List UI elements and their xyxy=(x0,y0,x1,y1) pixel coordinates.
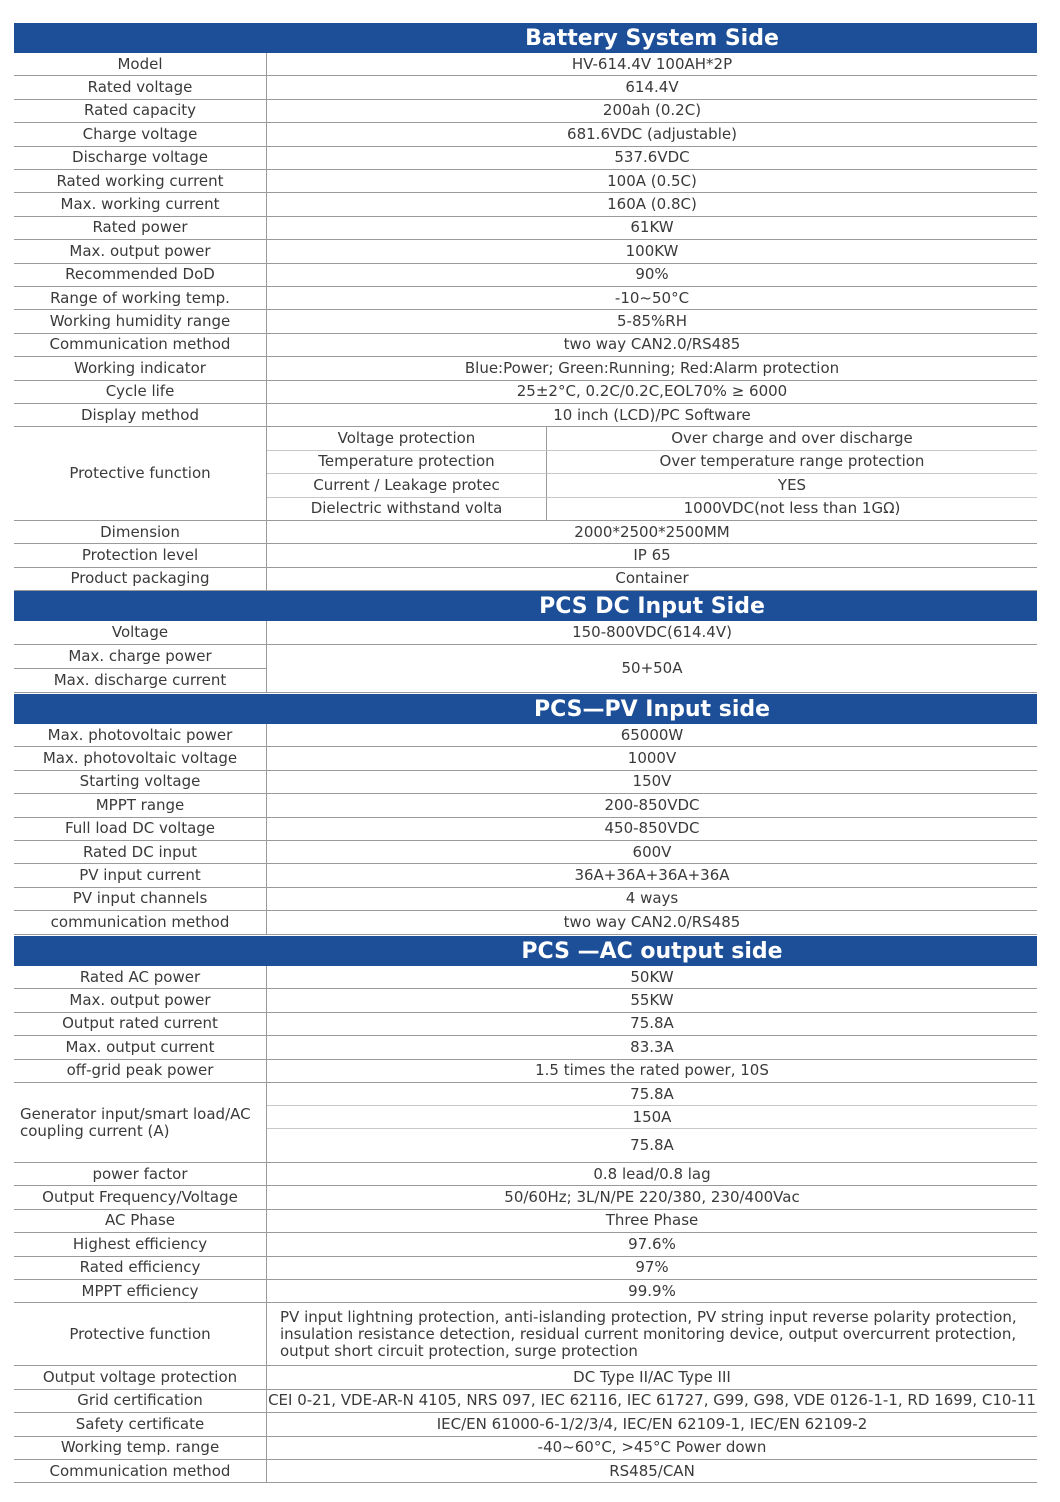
spec-label: Working humidity range xyxy=(14,310,267,333)
spec-value: RS485/CAN xyxy=(267,1460,1037,1483)
spec-label: Output Frequency/Voltage xyxy=(14,1186,267,1209)
spec-label: communication method xyxy=(14,911,267,934)
spec-value: 1000V xyxy=(267,747,1037,770)
spec-label: Charge voltage xyxy=(14,123,267,146)
spec-label: Rated capacity xyxy=(14,100,267,123)
section-header-pcs-dc-title: PCS DC Input Side xyxy=(539,593,765,619)
spec-value: 150-800VDC(614.4V) xyxy=(267,621,1037,645)
spec-value: 5-85%RH xyxy=(267,310,1037,333)
spec-label: Rated working current xyxy=(14,170,267,193)
spec-label: PV input channels xyxy=(14,888,267,911)
spec-label: Display method xyxy=(14,404,267,427)
protective-function-value: PV input lightning protection, anti-islanding protection, PV string input reverse polarity protection, insulation resistance detection, residual current monitoring device, output overcurrent protection, output short circuit protection, surge protection xyxy=(267,1303,1037,1366)
protective-function-label: Protective function xyxy=(14,1303,267,1366)
spec-value: 1.5 times the rated power, 10S xyxy=(267,1060,1037,1083)
spec-label: Rated voltage xyxy=(14,76,267,99)
spec-value: 10 inch (LCD)/PC Software xyxy=(267,404,1037,427)
spec-label: Starting voltage xyxy=(14,771,267,794)
spec-value: IP 65 xyxy=(267,544,1037,567)
spec-value: 83.3A xyxy=(267,1036,1037,1059)
section-header-pcs-ac xyxy=(14,936,1037,966)
spec-label: Working temp. range xyxy=(14,1437,267,1460)
spec-label: Grid certification xyxy=(14,1390,267,1413)
spec-label: Discharge voltage xyxy=(14,147,267,170)
spec-value: Container xyxy=(267,568,1037,591)
spec-value: two way CAN2.0/RS485 xyxy=(267,911,1037,934)
spec-label: Working indicator xyxy=(14,357,267,380)
spec-value: DC Type II/AC Type III xyxy=(267,1366,1037,1389)
section-header-battery xyxy=(14,23,1037,53)
spec-label: Dimension xyxy=(14,521,267,544)
generator-current-label: Generator input/smart load/AC coupling current (A) xyxy=(14,1083,267,1163)
spec-label: Communication method xyxy=(14,1460,267,1483)
protective-function-label: Protective function xyxy=(14,427,267,521)
spec-value: 100KW xyxy=(267,240,1037,263)
spec-label: Range of working temp. xyxy=(14,287,267,310)
spec-value: HV-614.4V 100AH*2P xyxy=(267,53,1037,76)
spec-value: 97% xyxy=(267,1257,1037,1280)
spec-label: Protection level xyxy=(14,544,267,567)
spec-label: Highest efficiency xyxy=(14,1233,267,1256)
protection-value: Over temperature range protection xyxy=(547,451,1037,474)
generator-current-value: 150A xyxy=(267,1106,1037,1129)
spec-value: 65000W xyxy=(267,724,1037,747)
spec-value: -40~60°C, >45°C Power down xyxy=(267,1437,1037,1460)
spec-value: 537.6VDC xyxy=(267,147,1037,170)
spec-value: 200-850VDC xyxy=(267,794,1037,817)
spec-value: 50/60Hz; 3L/N/PE 220/380, 230/400Vac xyxy=(267,1186,1037,1209)
spec-label: Full load DC voltage xyxy=(14,818,267,841)
spec-label: Rated efficiency xyxy=(14,1257,267,1280)
protection-type: Voltage protection xyxy=(267,427,547,450)
spec-label: Rated DC input xyxy=(14,841,267,864)
spec-label: MPPT efficiency xyxy=(14,1280,267,1303)
spec-label: Output voltage protection xyxy=(14,1366,267,1389)
spec-value: 150V xyxy=(267,771,1037,794)
section-header-pcs-dc xyxy=(14,591,1037,621)
spec-label: Max. output power xyxy=(14,989,267,1012)
spec-value: 50KW xyxy=(267,966,1037,989)
spec-label: Communication method xyxy=(14,334,267,357)
section-header-pcs-pv xyxy=(14,694,1037,724)
spec-label: Max. output power xyxy=(14,240,267,263)
spec-value: Three Phase xyxy=(267,1210,1037,1233)
spec-label: AC Phase xyxy=(14,1210,267,1233)
spec-value: CEI 0-21, VDE-AR-N 4105, NRS 097, IEC 62116, IEC 61727, G99, G98, VDE 0126-1-1, RD 1699, C10-11 xyxy=(267,1390,1037,1413)
spec-value: -10~50°C xyxy=(267,287,1037,310)
spec-value: 200ah (0.2C) xyxy=(267,100,1037,123)
protection-value: Over charge and over discharge xyxy=(547,427,1037,450)
spec-value: 160A (0.8C) xyxy=(267,193,1037,216)
spec-value: 4 ways xyxy=(267,888,1037,911)
spec-label: MPPT range xyxy=(14,794,267,817)
spec-label: Safety certificate xyxy=(14,1413,267,1436)
protection-type: Dielectric withstand volta xyxy=(267,498,547,521)
protection-type: Temperature protection xyxy=(267,451,547,474)
spec-label: Product packaging xyxy=(14,568,267,591)
spec-label: Max. output current xyxy=(14,1036,267,1059)
spec-label: Max. working current xyxy=(14,193,267,216)
generator-current-value: 75.8A xyxy=(267,1129,1037,1163)
spec-value: 75.8A xyxy=(267,1013,1037,1036)
spec-value: 55KW xyxy=(267,989,1037,1012)
spec-value: 681.6VDC (adjustable) xyxy=(267,123,1037,146)
protection-type: Current / Leakage protec xyxy=(267,474,547,497)
spec-value: 36A+36A+36A+36A xyxy=(267,864,1037,887)
section-header-pcs-pv-title: PCS—PV Input side xyxy=(533,696,771,722)
spec-label: Rated power xyxy=(14,217,267,240)
section-header-battery-title: Battery System Side xyxy=(525,25,779,51)
protection-value: YES xyxy=(547,474,1037,497)
spec-label: Model xyxy=(14,53,267,76)
spec-value: two way CAN2.0/RS485 xyxy=(267,334,1037,357)
spec-label: Max. photovoltaic voltage xyxy=(14,747,267,770)
spec-label: Voltage xyxy=(14,621,267,645)
spec-value: Blue:Power; Green:Running; Red:Alarm protection xyxy=(267,357,1037,380)
spec-value: 450-850VDC xyxy=(267,818,1037,841)
spec-value: 25±2°C, 0.2C/0.2C,EOL70% ≥ 6000 xyxy=(267,381,1037,404)
spec-value: 100A (0.5C) xyxy=(267,170,1037,193)
generator-current-value: 75.8A xyxy=(267,1083,1037,1106)
spec-label: Max. photovoltaic power xyxy=(14,724,267,747)
spec-label: Cycle life xyxy=(14,381,267,404)
spec-value: IEC/EN 61000-6-1/2/3/4, IEC/EN 62109-1, IEC/EN 62109-2 xyxy=(267,1413,1037,1436)
protection-value: 1000VDC(not less than 1GΩ) xyxy=(547,498,1037,521)
spec-label: Max. discharge current xyxy=(14,669,267,693)
spec-value: 2000*2500*2500MM xyxy=(267,521,1037,544)
spec-label: PV input current xyxy=(14,864,267,887)
spec-value: 614.4V xyxy=(267,76,1037,99)
spec-value: 99.9% xyxy=(267,1280,1037,1303)
spec-value: 97.6% xyxy=(267,1233,1037,1256)
spec-label: power factor xyxy=(14,1163,267,1186)
spec-label: off-grid peak power xyxy=(14,1060,267,1083)
spec-label: Rated AC power xyxy=(14,966,267,989)
spec-value: 0.8 lead/0.8 lag xyxy=(267,1163,1037,1186)
spec-label: Recommended DoD xyxy=(14,264,267,287)
spec-label: Max. charge power xyxy=(14,645,267,669)
spec-value: 600V xyxy=(267,841,1037,864)
spec-value: 50+50A xyxy=(267,645,1037,693)
section-header-pcs-ac-title: PCS —AC output side xyxy=(521,938,783,964)
spec-label: Output rated current xyxy=(14,1013,267,1036)
spec-value: 61KW xyxy=(267,217,1037,240)
spec-value: 90% xyxy=(267,264,1037,287)
